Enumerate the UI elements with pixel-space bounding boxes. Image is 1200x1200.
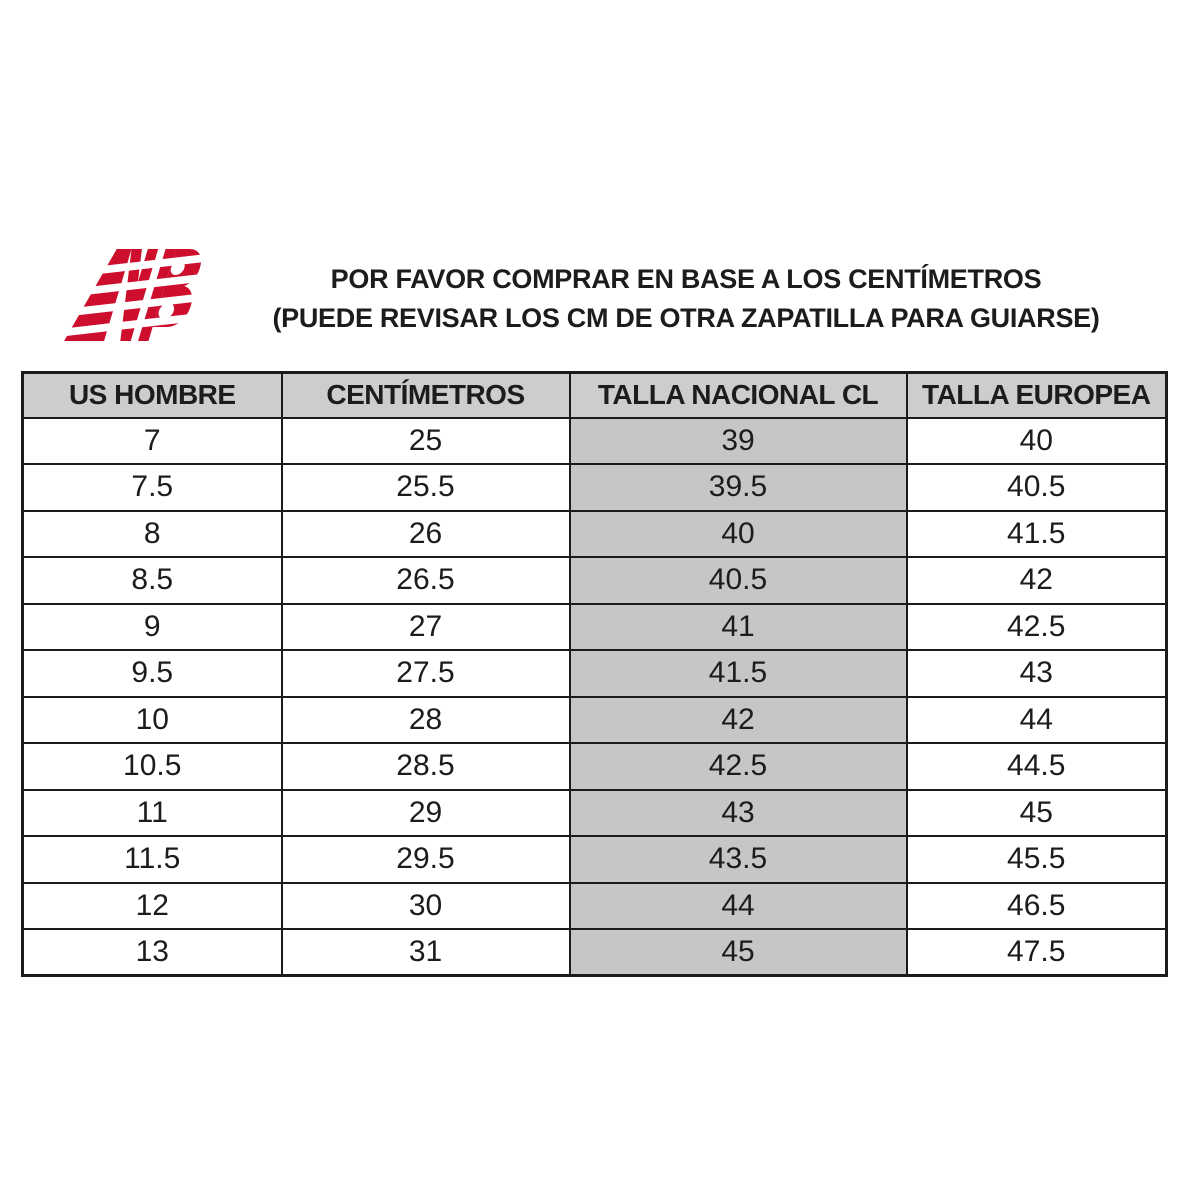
- size-cell: 13: [23, 929, 282, 976]
- size-conversion-table: [21, 371, 1168, 977]
- instruction-header: [186, 260, 1186, 338]
- size-cell: 41: [570, 604, 907, 651]
- size-cell: 46.5: [907, 883, 1167, 930]
- column-header-talla-nacional-cl: TALLA NACIONAL CL: [570, 373, 907, 418]
- size-cell: 41.5: [570, 650, 907, 697]
- size-cell: 40: [907, 418, 1167, 465]
- size-cell: 42.5: [907, 604, 1167, 651]
- size-cell: 31: [282, 929, 570, 976]
- size-cell: 7: [23, 418, 282, 465]
- size-cell: 43: [907, 650, 1167, 697]
- size-cell: 40: [570, 511, 907, 558]
- size-cell: 9.5: [23, 650, 282, 697]
- size-cell: 44: [570, 883, 907, 930]
- size-cell: 41.5: [907, 511, 1167, 558]
- size-cell: 40.5: [570, 557, 907, 604]
- size-cell: 8: [23, 511, 282, 558]
- size-cell: 44: [907, 697, 1167, 744]
- size-cell: 30: [282, 883, 570, 930]
- table-row: [23, 557, 1167, 604]
- table-row: [23, 697, 1167, 744]
- size-cell: 43.5: [570, 836, 907, 883]
- size-cell: 40.5: [907, 464, 1167, 511]
- table-row: [23, 464, 1167, 511]
- size-cell: 42: [570, 697, 907, 744]
- size-cell: 45: [570, 929, 907, 976]
- size-cell: 44.5: [907, 743, 1167, 790]
- instruction-line-2: (PUEDE REVISAR LOS CM DE OTRA ZAPATILLA PARA GUIARSE): [272, 303, 1100, 333]
- size-cell: 45: [907, 790, 1167, 837]
- size-cell: 45.5: [907, 836, 1167, 883]
- table-header-row: [23, 373, 1167, 418]
- size-cell: 43: [570, 790, 907, 837]
- size-cell: 39: [570, 418, 907, 465]
- size-cell: 28.5: [282, 743, 570, 790]
- size-cell: 42: [907, 557, 1167, 604]
- table-row: [23, 743, 1167, 790]
- size-cell: 9: [23, 604, 282, 651]
- table-row: [23, 650, 1167, 697]
- size-cell: 39.5: [570, 464, 907, 511]
- size-cell: 27: [282, 604, 570, 651]
- size-cell: 28: [282, 697, 570, 744]
- size-cell: 26: [282, 511, 570, 558]
- table-row: [23, 929, 1167, 976]
- column-header-us-hombre: US HOMBRE: [23, 373, 282, 418]
- size-cell: 11.5: [23, 836, 282, 883]
- column-header-talla-europea: TALLA EUROPEA: [907, 373, 1167, 418]
- size-cell: 11: [23, 790, 282, 837]
- table-row: [23, 604, 1167, 651]
- table-row: [23, 511, 1167, 558]
- size-cell: 25.5: [282, 464, 570, 511]
- size-cell: 29.5: [282, 836, 570, 883]
- instruction-line-1: POR FAVOR COMPRAR EN BASE A LOS CENTÍMETROS: [330, 264, 1042, 294]
- size-cell: 27.5: [282, 650, 570, 697]
- size-cell: 12: [23, 883, 282, 930]
- size-cell: 7.5: [23, 464, 282, 511]
- size-cell: 42.5: [570, 743, 907, 790]
- size-cell: 47.5: [907, 929, 1167, 976]
- size-cell: 26.5: [282, 557, 570, 604]
- column-header-centimetros: CENTÍMETROS: [282, 373, 570, 418]
- size-cell: 8.5: [23, 557, 282, 604]
- size-cell: 29: [282, 790, 570, 837]
- size-cell: 10: [23, 697, 282, 744]
- table-row: [23, 418, 1167, 465]
- size-cell: 25: [282, 418, 570, 465]
- size-cell: 10.5: [23, 743, 282, 790]
- table-row: [23, 883, 1167, 930]
- table-row: [23, 790, 1167, 837]
- table-row: [23, 836, 1167, 883]
